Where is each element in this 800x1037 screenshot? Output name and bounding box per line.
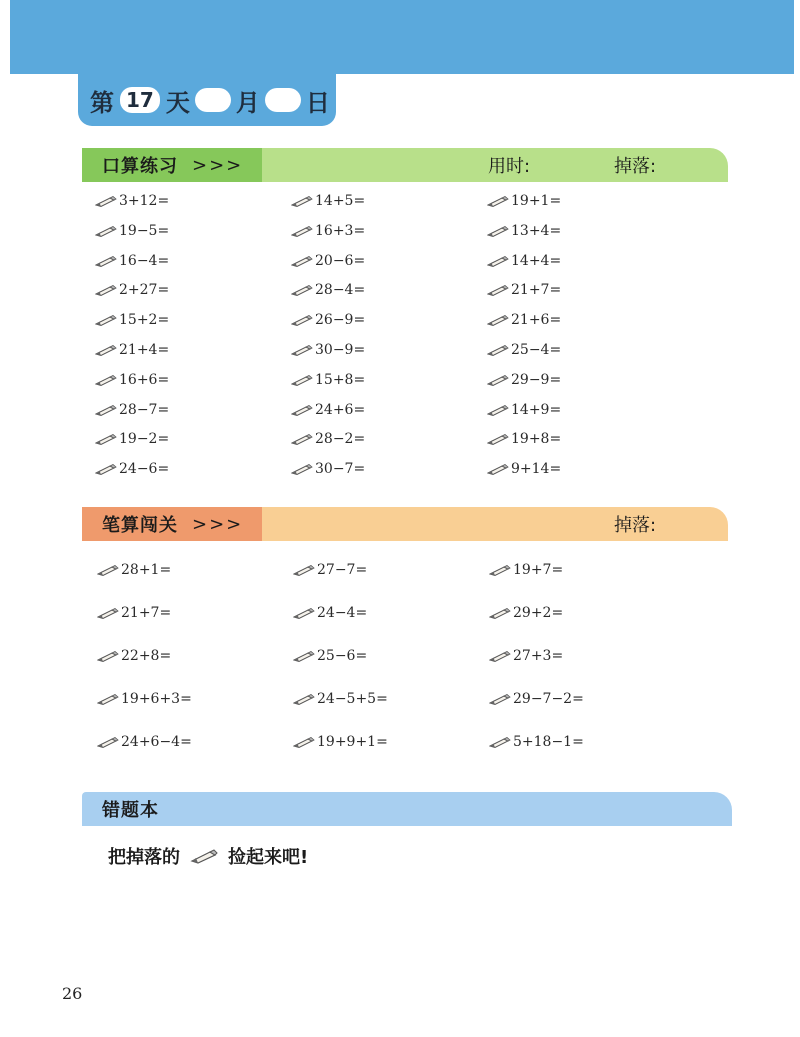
problem-item: [97, 605, 171, 621]
pencil-icon: [487, 373, 509, 387]
problem-item: [293, 648, 367, 664]
pencil-icon: [95, 403, 117, 417]
problem-item: [95, 402, 169, 418]
problem-text: 14+5=: [315, 193, 366, 209]
problem-item: [489, 562, 563, 578]
written-dropped-label: 掉落:: [614, 515, 657, 536]
problem-item: [95, 372, 169, 388]
pencil-icon: [291, 432, 313, 446]
pencil-icon: [291, 343, 313, 357]
pencil-icon: [487, 343, 509, 357]
pencil-icon: [487, 403, 509, 417]
pencil-icon: [291, 194, 313, 208]
pencil-icon: [487, 254, 509, 268]
problem-text: 14+9=: [511, 401, 562, 418]
problem-item: [489, 691, 584, 707]
pencil-icon: [95, 283, 117, 297]
pencil-icon: [95, 462, 117, 476]
problem-text: 24+6=: [315, 401, 366, 418]
day-prefix: 第: [90, 88, 114, 117]
problem-text: 26−9=: [315, 312, 366, 329]
problem-text: 30−7=: [315, 461, 366, 478]
problem-text: 24+6−4=: [121, 734, 192, 750]
problem-item: [95, 253, 169, 269]
pencil-icon: [291, 373, 313, 387]
date-blank[interactable]: [265, 88, 301, 112]
problem-item: [293, 734, 388, 750]
problem-item: [487, 223, 561, 239]
problem-text: 19+8=: [511, 431, 562, 448]
pencil-icon: [97, 692, 119, 706]
pencil-icon: [487, 194, 509, 208]
written-title-text: 笔算闯关: [102, 515, 178, 536]
pencil-icon: [489, 692, 511, 706]
problem-text: 21+6=: [511, 312, 562, 329]
problem-item: [487, 342, 561, 358]
problem-text: 20−6=: [315, 252, 366, 269]
day-suffix: 天: [165, 88, 190, 117]
pencil-icon: [95, 254, 117, 268]
problem-item: [97, 562, 171, 578]
pencil-icon: [489, 735, 511, 749]
pencil-icon: [97, 649, 119, 663]
date-label: 日: [305, 88, 330, 117]
problem-text: 2+27=: [119, 282, 170, 299]
instruction-after: 捡起来吧!: [228, 847, 309, 868]
problem-text: 28+1=: [121, 562, 172, 578]
problem-text: 29−9=: [511, 371, 562, 388]
pencil-icon: [293, 606, 315, 620]
pencil-icon: [95, 343, 117, 357]
pencil-icon: [487, 224, 509, 238]
oral-dropped-label: 掉落:: [614, 156, 657, 177]
problem-item: [487, 461, 561, 477]
header-band: [10, 0, 794, 74]
pencil-icon: [293, 649, 315, 663]
pencil-icon: [487, 462, 509, 476]
problem-item: [95, 282, 169, 298]
problem-item: [489, 605, 563, 621]
pencil-icon: [291, 224, 313, 238]
problem-item: [291, 372, 365, 388]
pencil-icon: [190, 847, 218, 865]
pencil-icon: [97, 735, 119, 749]
problem-item: [97, 691, 192, 707]
problem-item: [291, 461, 365, 477]
pencil-icon: [489, 606, 511, 620]
problem-item: [293, 562, 367, 578]
problem-text: 28−2=: [315, 431, 366, 448]
pencil-icon: [95, 432, 117, 446]
problem-item: [291, 193, 365, 209]
problem-text: 19+7=: [513, 562, 564, 578]
problem-item: [487, 253, 561, 269]
oral-section-header: [82, 148, 728, 182]
pencil-icon: [489, 649, 511, 663]
pencil-icon: [95, 194, 117, 208]
problem-text: 24−4=: [317, 605, 368, 621]
pencil-icon: [293, 692, 315, 706]
errors-section-title: 错题本: [102, 800, 159, 821]
pencil-icon: [95, 224, 117, 238]
problem-item: [291, 402, 365, 418]
pencil-icon: [489, 563, 511, 577]
problem-text: 28−7=: [119, 401, 170, 418]
problem-item: [97, 734, 192, 750]
pencil-icon: [487, 432, 509, 446]
problem-item: [487, 431, 561, 447]
problem-text: 19−5=: [119, 222, 170, 239]
oral-title-text: 口算练习: [102, 156, 178, 177]
problem-item: [291, 312, 365, 328]
problem-item: [291, 342, 365, 358]
pencil-icon: [293, 735, 315, 749]
problem-text: 15+2=: [119, 312, 170, 329]
pencil-icon: [291, 462, 313, 476]
problem-text: 14+4=: [511, 252, 562, 269]
written-section-header: [82, 507, 728, 541]
problem-item: [95, 193, 169, 209]
problem-item: [291, 431, 365, 447]
problem-item: [487, 282, 561, 298]
pencil-icon: [291, 254, 313, 268]
problem-text: 16−4=: [119, 252, 170, 269]
day-tab: [78, 74, 336, 126]
month-label: 月: [235, 88, 260, 117]
problem-item: [291, 223, 365, 239]
pencil-icon: [487, 283, 509, 297]
time-label: 用时:: [488, 156, 531, 177]
problem-item: [293, 605, 367, 621]
written-arrows: >>>: [192, 513, 244, 535]
problem-text: 13+4=: [511, 222, 562, 239]
problem-text: 30−9=: [315, 342, 366, 358]
problem-text: 29−7−2=: [513, 691, 584, 707]
errors-instruction: [108, 843, 308, 869]
pencil-icon: [97, 563, 119, 577]
problem-text: 9+14=: [511, 461, 562, 478]
problem-text: 28−4=: [315, 282, 366, 299]
month-blank[interactable]: [195, 88, 231, 112]
pencil-icon: [291, 283, 313, 297]
oral-section-title: [82, 148, 262, 182]
problem-item: [95, 431, 169, 447]
problem-text: 19+9+1=: [317, 734, 388, 750]
problem-text: 25−6=: [317, 648, 368, 664]
pencil-icon: [291, 403, 313, 417]
problem-item: [95, 342, 169, 358]
problem-text: 21+7=: [511, 282, 562, 299]
pencil-icon: [291, 313, 313, 327]
oral-arrows: >>>: [192, 154, 244, 176]
problem-item: [97, 648, 171, 664]
problem-item: [291, 253, 365, 269]
problem-item: [487, 312, 561, 328]
problem-text: 25−4=: [511, 342, 562, 358]
day-number: 17: [120, 87, 160, 113]
problem-item: [487, 402, 561, 418]
problem-text: 19+6+3=: [121, 691, 192, 707]
pencil-icon: [487, 313, 509, 327]
problem-item: [487, 372, 561, 388]
errors-section-header: [82, 792, 732, 826]
problem-item: [95, 312, 169, 328]
pencil-icon: [97, 606, 119, 620]
problem-text: 16+6=: [119, 371, 170, 388]
problem-text: 19+1=: [511, 193, 562, 209]
problem-item: [487, 193, 561, 209]
problem-text: 22+8=: [121, 648, 172, 664]
problem-item: [95, 223, 169, 239]
problem-text: 5+18−1=: [513, 734, 584, 750]
problem-text: 19−2=: [119, 431, 170, 448]
written-section-title: [82, 507, 262, 541]
page-number: 26: [62, 984, 83, 1003]
pencil-icon: [293, 563, 315, 577]
problem-text: 15+8=: [315, 371, 366, 388]
problem-text: 3+12=: [119, 193, 170, 209]
problem-text: 16+3=: [315, 222, 366, 239]
pencil-icon: [95, 313, 117, 327]
problem-text: 24−5+5=: [317, 691, 388, 707]
problem-text: 21+4=: [119, 342, 170, 358]
instruction-before: 把掉落的: [108, 847, 180, 868]
problem-item: [95, 461, 169, 477]
problem-text: 21+7=: [121, 605, 172, 621]
problem-text: 27−7=: [317, 562, 368, 578]
problem-item: [489, 734, 584, 750]
problem-text: 24−6=: [119, 461, 170, 478]
problem-text: 29+2=: [513, 605, 564, 621]
problem-item: [291, 282, 365, 298]
problem-text: 27+3=: [513, 648, 564, 664]
problem-item: [293, 691, 388, 707]
problem-item: [489, 648, 563, 664]
pencil-icon: [95, 373, 117, 387]
